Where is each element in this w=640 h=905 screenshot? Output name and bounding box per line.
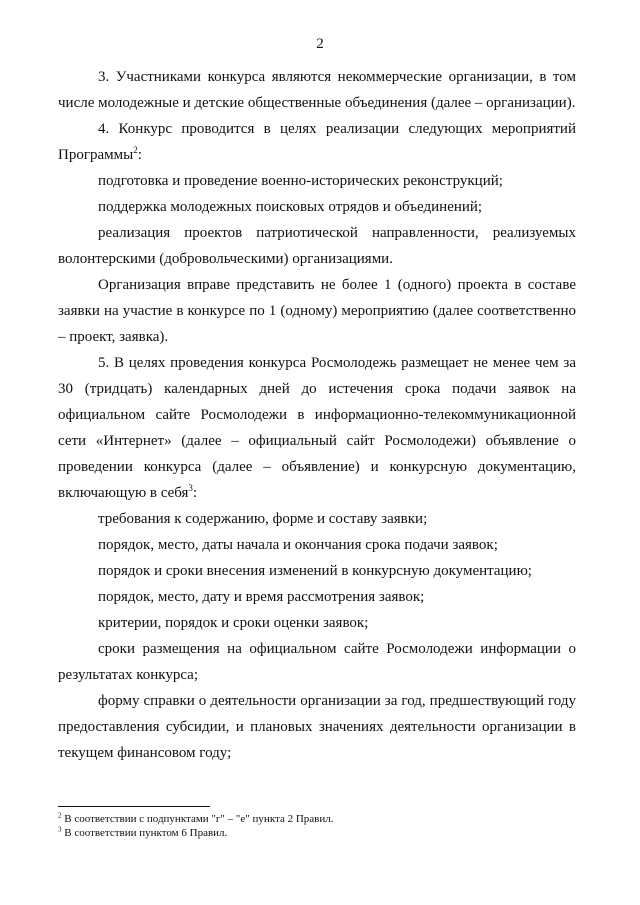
footnote-3 [58, 826, 578, 840]
list-item-requirements: требования к содержанию, форме и составу заявки; [98, 511, 428, 527]
paragraph-goals [58, 116, 576, 168]
list-item-submission-dates: порядок, место, даты начала и окончания срока подачи заявок; [98, 537, 498, 553]
paragraph-announcement-colon: : [192, 485, 198, 501]
paragraph-participants: 3. Участниками конкурса являются некоммерческие организации, в том числе молодежные и детские общественные объединения (далее – организации). [58, 69, 576, 111]
list-item-patriotic-projects: реализация проектов патриотической направленности, реализуемых волонтерскими (добровольческими) организациями. [58, 225, 576, 267]
paragraph-announcement-text: 5. В целях проведения конкурса Росмолодежь размещает не менее чем за 30 (тридцать) календарных дней до истечения срока подачи заявок на официальном сайте Росмолодежи в информационно-телекоммуникационной сети «Интернет» (далее – официальный сайт Росмолодежи) объявление о проведении конкурса (далее – объявление) и конкурсную документацию, включающую в себя [58, 355, 576, 501]
footnote-divider [58, 806, 210, 807]
list-item-criteria: критерии, порядок и сроки оценки заявок; [98, 615, 369, 631]
list-item-reference-form: форму справки о деятельности организации за год, предшествующий году предоставления субсидии, и плановых значениях деятельности организации в текущем финансовом году; [58, 693, 576, 761]
footnote-2-text: В соответствии с подпунктами "г" – "е" пункта 2 Правил. [61, 813, 334, 825]
list-item-search-teams: поддержка молодежных поисковых отрядов и объединений; [98, 199, 483, 215]
footnote-3-text: В соответствии пунктом 6 Правил. [61, 827, 228, 839]
footnote-ref-2: 2 [133, 145, 138, 155]
list-item-results-publication: сроки размещения на официальном сайте Росмолодежи информации о результатах конкурса; [58, 641, 576, 683]
footnotes [58, 812, 578, 840]
paragraph-one-project: Организация вправе представить не более 1 (одного) проекта в составе заявки на участие в конкурсе по 1 (одному) мероприятию (далее соответственно – проект, заявка). [58, 277, 576, 345]
paragraph-goals-text: 4. Конкурс проводится в целях реализации следующих мероприятий Программы [58, 121, 576, 163]
page-number: 2 [316, 36, 324, 52]
footnote-ref-3: 3 [188, 483, 193, 493]
list-item-changes: порядок и сроки внесения изменений в конкурсную документацию; [98, 563, 532, 579]
footnote-3-mark: 3 [58, 825, 62, 834]
list-item-reconstructions: подготовка и проведение военно-исторических реконструкций; [98, 173, 503, 189]
footnote-2-mark: 2 [58, 811, 62, 820]
paragraph-goals-colon: : [137, 147, 142, 163]
paragraph-announcement [58, 350, 576, 506]
footnote-2 [58, 812, 578, 826]
list-item-review-time: порядок, место, дату и время рассмотрения заявок; [98, 589, 425, 605]
document-body [58, 64, 576, 766]
